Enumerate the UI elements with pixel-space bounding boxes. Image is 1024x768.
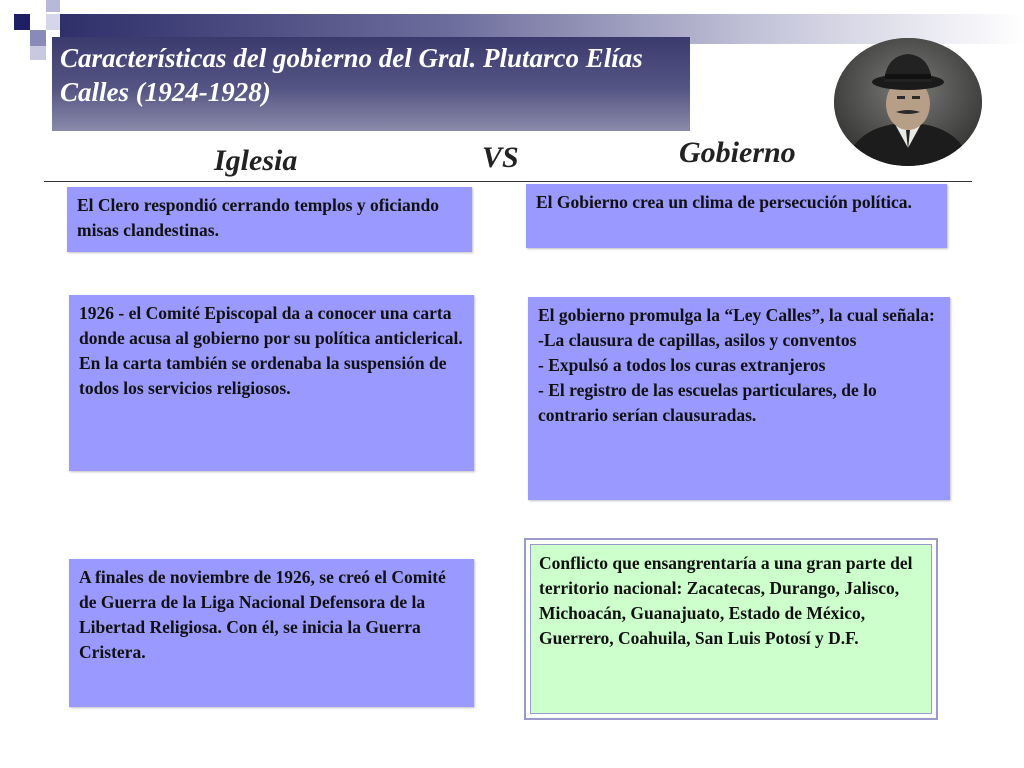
gobierno-card-3 <box>530 544 932 714</box>
gobierno-card-3-text: Conflicto que ensangrentaría a una gran parte del territorio nacional: Zacatecas, Durango, Jalisco, Michoacán, Guanajuato, Estado de México, Guerrero, Coahuila, San Luis Potosí y D.F. <box>539 553 913 648</box>
decorative-square <box>30 46 46 60</box>
heading-divider <box>44 181 972 182</box>
gobierno-card-2-line-1: El gobierno promulga la “Ley Calles”, la cual señala: <box>538 305 935 325</box>
iglesia-card-1 <box>67 187 472 252</box>
decorative-square <box>46 14 60 30</box>
title-banner <box>52 37 690 131</box>
heading-vs: VS <box>482 141 519 174</box>
slide-title: Características del gobierno del Gral. Plutarco Elías Calles (1924-1928) <box>60 43 643 107</box>
portrait-illustration <box>834 38 982 166</box>
decorative-square <box>14 14 30 30</box>
gobierno-card-1-text: El Gobierno crea un clima de persecución política. <box>536 192 912 212</box>
decorative-square <box>46 0 60 12</box>
heading-iglesia: Iglesia <box>214 144 298 177</box>
iglesia-card-1-text: El Clero respondió cerrando templos y oficiando misas clandestinas. <box>77 195 439 240</box>
gobierno-card-2-line-2: -La clausura de capillas, asilos y conventos <box>538 330 857 350</box>
gobierno-card-2 <box>528 297 950 500</box>
iglesia-card-3 <box>69 559 474 707</box>
gobierno-card-3-frame <box>524 538 938 720</box>
gobierno-card-2-line-3: - Expulsó a todos los curas extranjeros <box>538 355 826 375</box>
decorative-square <box>30 30 46 46</box>
gobierno-card-1 <box>526 184 947 248</box>
gobierno-card-2-line-4: - El registro de las escuelas particulares, de lo contrario serían clausuradas. <box>538 380 877 425</box>
iglesia-card-3-text: A finales de noviembre de 1926, se creó el Comité de Guerra de la Liga Nacional Defensora de la Libertad Religiosa. Con él, se inicia la Guerra Cristera. <box>79 567 446 662</box>
heading-gobierno: Gobierno <box>679 136 796 169</box>
iglesia-card-2-text: 1926 - el Comité Episcopal da a conocer una carta donde acusa al gobierno por su política anticlerical. En la carta también se ordenaba la suspensión de todos los servicios religiosos. <box>79 303 463 398</box>
portrait-photo <box>834 38 982 166</box>
iglesia-card-2 <box>69 295 474 471</box>
